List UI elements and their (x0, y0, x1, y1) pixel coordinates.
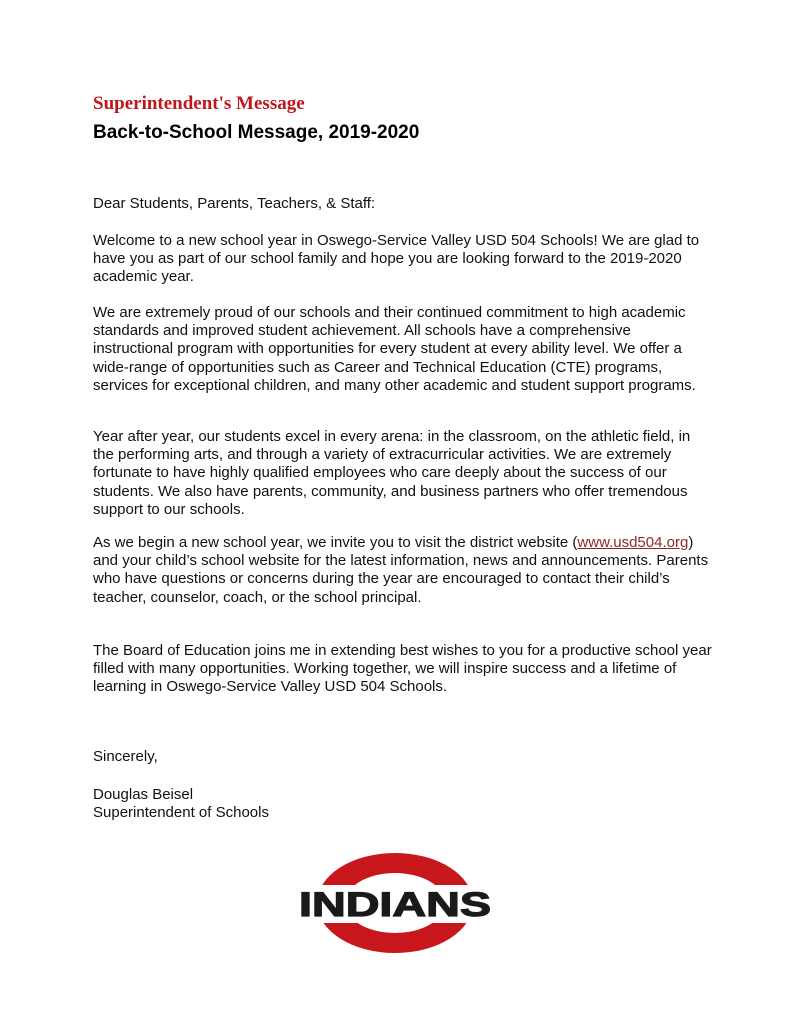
indians-logo (295, 848, 495, 958)
paragraph-achievements: Year after year, our students excel in every arena: in the classroom, on the athletic field, in the performing arts, and through a variety of extracurricular activities. We are extremely fortunate to have highly qualified employees who care deeply about the success of our students. We also have parents, community, and business partners who offer tremendous support to our schools. (93, 428, 691, 518)
logo-wordmark: INDIANS (299, 886, 491, 924)
paragraph-welcome: Welcome to a new school year in Oswego-Service Valley USD 504 Schools! We are glad to have you as part of our school family and hope you are looking forward to the 2019-2020 academic year. (93, 232, 700, 286)
paragraph-website (93, 534, 713, 607)
signature-title: Superintendent of Schools (93, 804, 269, 821)
district-website-link[interactable]: www.usd504.org (577, 534, 689, 551)
page-title: Back-to-School Message, 2019-2020 (93, 122, 420, 143)
paragraph-board: The Board of Education joins me in extending best wishes to you for a productive school year filled with many opportunities. Working together, we will inspire success and a lifetime of learning in Oswego-Service Valley USD 504 Schools. (93, 642, 712, 696)
website-text-after: ) and your child’s school website for the latest information, news and announcements. Parents who have questions or concerns during the year are encouraged to contact their child’s teacher, counselor, coach, or the school principal. (93, 534, 709, 606)
letter-greeting: Dear Students, Parents, Teachers, & Staff: (93, 195, 376, 212)
letter-closing: Sincerely, (93, 748, 158, 765)
signature-name: Douglas Beisel (93, 786, 194, 803)
website-text-before: As we begin a new school year, we invite you to visit the district website ( (93, 534, 578, 551)
section-kicker: Superintendent's Message (93, 93, 305, 114)
paragraph-pride: We are extremely proud of our schools and their continued commitment to high academic standards and improved student achievement. All schools have a comprehensive instructional program with opportunities for every student at every ability level. We offer a wide-range of opportunities such as Career and Technical Education (CTE) programs, services for exceptional children, and many other academic and student support programs. (93, 304, 696, 394)
